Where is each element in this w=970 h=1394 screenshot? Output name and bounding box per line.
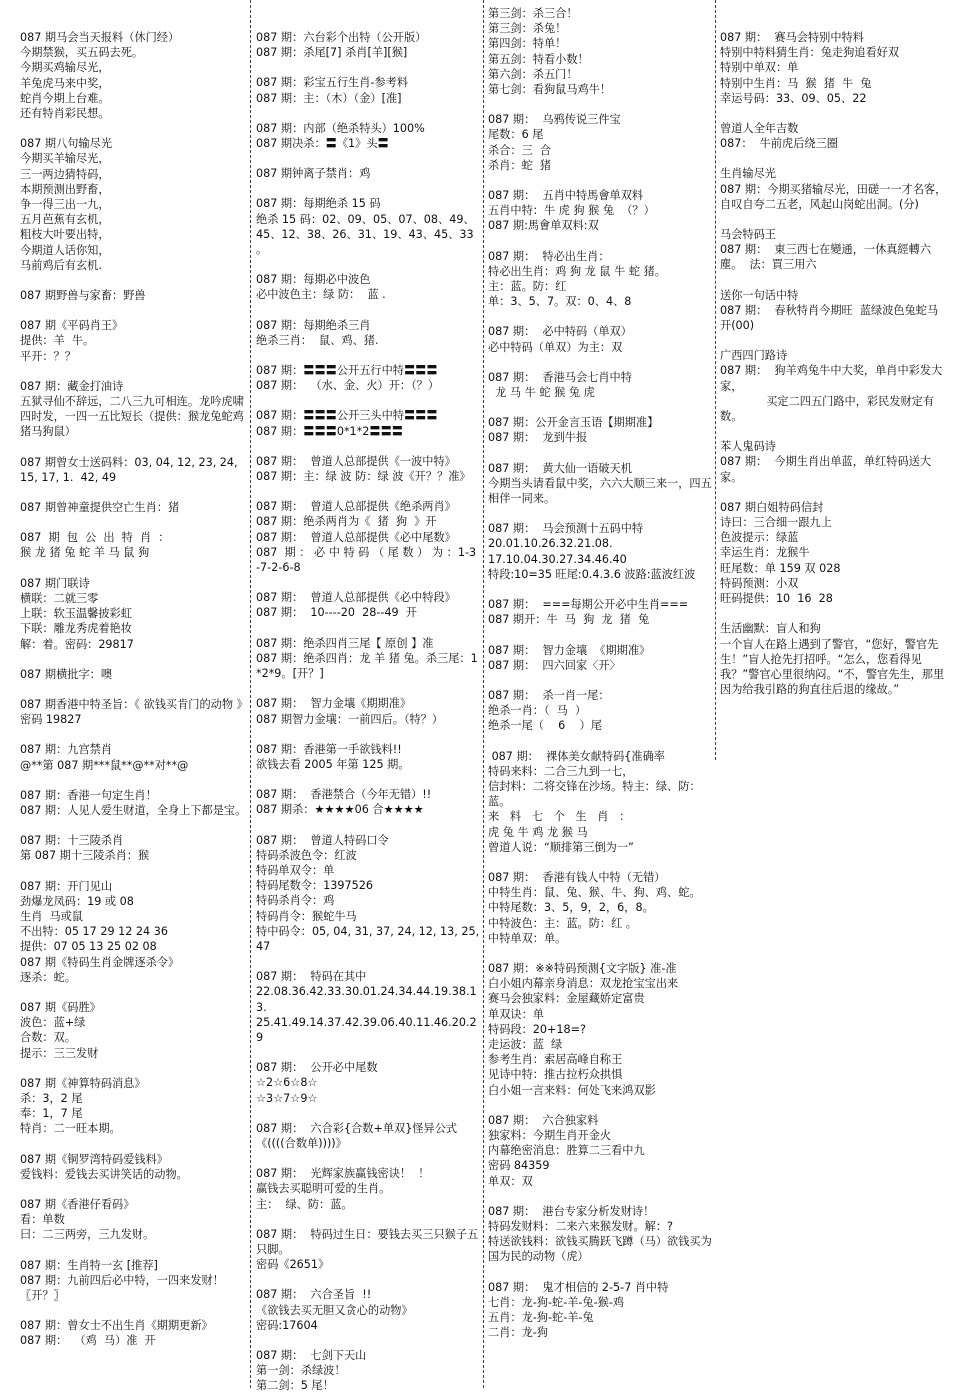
text-line: 087 期：开门见山: [20, 879, 113, 893]
text-line: 22.08.36.42.33.30.01.24.34.44.19.38.13.: [256, 985, 477, 1014]
text-line: 第一剑：杀绿波！: [256, 1364, 346, 1378]
text-line: 生活幽默：盲人和狗: [720, 622, 821, 636]
text-line: 特别中生肖：马 猴 猪 牛 兔: [720, 76, 872, 90]
text-block: [488, 324, 714, 354]
text-line: 特别中特料猜生肖：兔走狗追看好双: [720, 46, 900, 60]
text-block: [256, 590, 480, 620]
text-line: 第四剑：特单！: [488, 37, 567, 51]
text-line: 信封料：二将交锋在沙场。特主：绿、防：蓝。: [488, 779, 701, 809]
column-4: [720, 30, 952, 770]
text-line: 第二剑：5 尾！: [256, 1379, 334, 1393]
text-line: 中特单双：单。: [488, 931, 567, 945]
text-block: [256, 1166, 480, 1212]
text-line: 平开：？？: [20, 349, 76, 363]
text-line: 087 期： 鬼才相信的 2-5-7 肖中特: [488, 1280, 669, 1294]
text-block: [720, 166, 952, 212]
text-block: [720, 348, 952, 424]
text-line: 特肖：二一旺本期。: [20, 1122, 121, 1136]
text-block: [20, 288, 248, 303]
text-block: [20, 1076, 248, 1137]
text-line: 087 期： 五肖中特馬會单双料: [488, 189, 644, 203]
text-block: [20, 742, 248, 772]
text-line: 二肖：龙-狗: [488, 1326, 548, 1340]
text-block: [488, 370, 714, 400]
text-line: 087 期：杀尾[7] 杀肖[羊][猴]: [256, 46, 408, 60]
text-line: 主：蓝。防：红: [488, 280, 567, 294]
text-line: 087 期： 六合彩{合数+单双}怪异公式: [256, 1121, 458, 1135]
text-block: [20, 379, 248, 440]
text-block: [488, 188, 714, 234]
text-line: 087 期野兽与家畜：野兽: [20, 289, 146, 303]
text-line: 色波提示：绿蓝: [720, 531, 799, 545]
text-block: [20, 1152, 248, 1182]
text-line: 087 期：九前四后必中特，一四来发财！〖开？〗: [20, 1273, 224, 1302]
text-block: [256, 30, 480, 60]
text-line: 087 期：今期买猪输尽光，田磋一一才名客，自叹自夸二五老，风起山岗蛇出洞。(分): [720, 182, 947, 211]
text-block: [256, 696, 480, 726]
text-line: 087 期： 港台专家分析发财诗！: [488, 1204, 655, 1218]
text-line: 087 期： 七剑下天山: [256, 1349, 367, 1362]
text-line: 087 期： 智力金壤《期期准》: [256, 697, 412, 711]
text-block: [256, 742, 480, 772]
text-line: 087 期： 公开必中尾数: [256, 1061, 378, 1075]
text-line: 五月芭蕉有玄机，: [20, 213, 110, 227]
text-line: 087 期： 狗羊鸡兔牛中大奖，单肖中彩发大家，: [720, 364, 943, 393]
text-block: [488, 1280, 714, 1341]
text-line: 087 期：主：绿 波 防：绿 波《开？？准》: [256, 470, 471, 484]
text-line: 特送欲钱料：欲钱买腾跃飞蹲（马）欲钱买为国为民的动物（虎）: [488, 1235, 712, 1264]
text-block: [488, 749, 714, 855]
text-line: 087 期：彩宝五行生肖-参考料: [256, 76, 409, 90]
text-line: 中特生肖：鼠、兔、猴、牛、狗、鸡、蛇。: [488, 886, 701, 900]
text-line: 下联：雕龙秀虎着艳妆: [20, 622, 132, 636]
text-line: 绝杀一尾（ 6 ）尾: [488, 719, 602, 733]
text-line: 特码来料：二合三九到一七，: [488, 764, 634, 778]
text-line: 087 期： 曾道人总部提供《必中尾数》: [256, 530, 456, 544]
text-block: [20, 833, 248, 863]
text-line: 羊兔虎马来中奖，: [20, 76, 110, 90]
text-line: 今期道人话你知，: [20, 243, 110, 257]
text-block: [488, 6, 714, 97]
text-line: 第七剑：看狗鼠马鸡牛！: [488, 83, 612, 97]
text-line: 马前鸡后有玄机.: [20, 258, 102, 272]
text-line: 087 期《香港仔看码》: [20, 1197, 135, 1211]
text-line: 五肖：龙-狗-蛇-羊-兔: [488, 1311, 594, 1325]
text-line: 幸运生肖：龙猴牛: [720, 546, 810, 560]
column-divider-2: [483, 0, 484, 1388]
text-line: 087 期马会当天报料（休门经）: [20, 31, 180, 44]
text-line: 087 期：内部（绝杀特头）100%: [256, 121, 425, 135]
text-line: 提供：羊 牛。: [20, 334, 95, 348]
text-line: 三一两边猜特码，: [20, 167, 110, 181]
text-block: [256, 1060, 480, 1106]
text-line: 087 期： 光辉家族赢钱密诀！ ！: [256, 1167, 430, 1181]
text-line: 特码预测：小双: [720, 576, 799, 590]
text-line: 欲钱去看 2005 年第 125 期。: [256, 757, 410, 771]
text-block: [256, 196, 480, 257]
text-line: 087 期八句输尽光: [20, 137, 113, 151]
text-line: 087 期：每期绝杀三肖: [256, 318, 371, 332]
text-line: 必中波色主：绿 防： 蓝 .: [256, 288, 386, 302]
text-line: 087 期： 四六回家〈开〉: [488, 658, 621, 672]
text-line: 特段:10=35 旺尾:0.4.3.6 波路:蓝波红波: [488, 567, 696, 581]
text-line: 曾道人全年吉数: [720, 122, 799, 136]
column-3: [488, 6, 714, 1386]
text-block: [256, 833, 483, 955]
text-block: [256, 272, 480, 302]
text-line: 087 期： 曾道人总部提供《绝杀两肖》: [256, 500, 456, 514]
text-line: 不出特：05 17 29 12 24 36: [20, 925, 168, 939]
text-block: [20, 697, 248, 727]
text-line: 087 期：※※特码预测{文字版} 准-准: [488, 961, 677, 975]
text-line: 087 期白姐特码信封: [720, 500, 824, 514]
text-block: [488, 461, 714, 507]
text-line: 25.41.49.14.37.42.39.06.40.11.46.20.29: [256, 1015, 477, 1044]
text-line: 买定二四五门路中，彩民发财定有数。: [720, 394, 935, 424]
text-line: 白小姐内幕亲身消息：双龙抢宝宝出来: [488, 977, 679, 991]
text-block: [488, 1113, 714, 1189]
text-line: 单双：双: [488, 1174, 533, 1188]
text-line: 苯人鬼码诗: [720, 440, 776, 454]
text-line: 087 期： （水、金、火）开：（？）: [256, 379, 440, 393]
text-line: 087 期：公开金言玉语【期期准】: [488, 416, 659, 430]
text-line: 087 期曾女士送码料：03, 04, 12, 23, 24, 15, 17, 1. 42, 49: [20, 455, 242, 484]
text-line: 蛇肖今期上台难。: [20, 91, 110, 105]
text-line: 087 期横批字：噢: [20, 667, 113, 681]
text-line: 087 期： 龙到牛报: [488, 431, 588, 445]
text-block: [256, 1287, 480, 1333]
text-line: 广西四门路诗: [720, 349, 788, 363]
text-block: [256, 408, 480, 438]
text-block: [256, 1121, 480, 1151]
text-line: 马会特码王: [720, 228, 776, 242]
text-line: 主： 绿、防：蓝。: [256, 1197, 353, 1211]
text-line: 今期买鸡输尽光，: [20, 61, 110, 75]
text-line: 生肖输尽光: [720, 167, 776, 181]
text-line: 五狱寻仙不辞远，二八三九可相连。龙吟虎啸四时发，一四一五比短长（提供：猴龙兔蛇鸡猪马狗鼠）: [20, 395, 244, 439]
text-block: [720, 439, 952, 485]
text-line: 087： 牛前虎后绕三圈: [720, 137, 838, 151]
text-line: 087 期：十三陵杀肖: [20, 834, 124, 848]
text-line: 提示：三三发财: [20, 1046, 99, 1060]
text-line: 087 期： 10----20 28--49 开: [256, 606, 417, 620]
text-line: 爱钱料：爱钱去买讲笑话的动物。: [20, 1167, 188, 1181]
text-line: 087 期： 赛马会特别中特料: [720, 31, 864, 44]
text-line: 送你一句话中特: [720, 288, 799, 302]
text-line: 上联：软玉温馨披彩虹: [20, 607, 132, 621]
text-line: 特码杀波色令：红波: [256, 848, 357, 862]
text-line: 087 期《神算特码消息》: [20, 1076, 146, 1090]
text-line: 087 期：〓〓〓0*1*2〓〓〓: [256, 424, 403, 438]
text-line: 087 期 ： 必 中 特 码 （ 尾 数 ） 为 ：1-3-7-2-6-8: [256, 545, 477, 575]
text-block: [256, 121, 480, 151]
text-line: 中特波色：主：蓝。防：红 。: [488, 916, 637, 930]
text-line: 曰：二三两旁，三九发财。: [20, 1228, 155, 1242]
text-line: 20.01.10.26.32.21.08.: [488, 537, 613, 551]
text-line: 粗枝大叶要出特，: [20, 228, 110, 242]
text-block: [256, 318, 480, 348]
text-block: [256, 787, 480, 817]
text-block: [720, 500, 952, 606]
text-block: [488, 521, 714, 582]
text-line: 087 期《平码肖王》: [20, 319, 124, 333]
text-block: [256, 636, 480, 682]
text-line: 087 期： 曾道人特码口令: [256, 833, 389, 847]
text-line: 参考生肖：索居高峰自称王: [488, 1053, 623, 1067]
text-line: 本期预测出野畜，: [20, 182, 110, 196]
text-line: 第三剑：杀兔！: [488, 22, 567, 36]
text-block: [20, 1197, 248, 1243]
text-block: [720, 288, 952, 334]
text-line: 087 期： 春秋特肖今期旺 蓝绿波色兔蛇马 开(00): [720, 303, 953, 333]
text-block: [20, 788, 248, 818]
text-line: 猴 龙 猪 兔 蛇 羊 马 鼠 狗: [20, 546, 150, 560]
text-line: 087 期:馬會单双料:双: [488, 219, 599, 233]
text-line: 必中特码（单双）为主：双: [488, 340, 623, 354]
text-line: 087 期《码胜》: [20, 1000, 101, 1014]
text-line: 走运波：蓝 绿: [488, 1037, 563, 1051]
text-line: 幸运号码：33、09、05、22: [720, 91, 867, 105]
text-line: 特别中单双：单: [720, 61, 799, 75]
column-1: [20, 30, 248, 1382]
text-line: 横联：二就三零: [20, 591, 99, 605]
text-block: [20, 30, 248, 121]
text-line: 087 期： 香港有钱人中特（无错）: [488, 870, 666, 884]
text-line: 杀肖：蛇 猪: [488, 158, 552, 172]
text-line: 诗曰：三合细一跟九上: [720, 516, 832, 530]
text-line: 087 期： 東三西七在變通，一休真經轉六塵。 法：買三用六: [720, 243, 932, 272]
text-block: [488, 961, 714, 1098]
text-block: [20, 667, 248, 682]
text-line: 087 期： 香港马会七肖中特: [488, 370, 632, 384]
text-line: 087 期： 特必出生肖：: [488, 249, 610, 263]
text-line: 今期禁猴，买五码去死。: [20, 46, 144, 60]
text-line: 虎 兔 牛 鸡 龙 猴 马: [488, 825, 588, 839]
text-block: [20, 1318, 248, 1348]
text-line: 劲爆龙凤码：19 或 08: [20, 894, 134, 908]
text-line: 087 期： 六合独家料: [488, 1113, 599, 1127]
text-block: [20, 1258, 248, 1304]
text-block: [488, 688, 714, 734]
text-line: 087 期《铜罗湾特码爱钱料》: [20, 1152, 168, 1166]
text-block: [488, 112, 714, 173]
text-line: 来 料 七 个 生 肖 ：: [488, 810, 631, 824]
text-line: 特码发财料：二来六来猴发财。解：?: [488, 1220, 673, 1233]
text-line: 087 期： （鸡 马）准 开: [20, 1334, 156, 1348]
text-line: 绝杀三肖： 鼠、鸡、猪.: [256, 333, 379, 347]
text-line: ☆3☆7☆9☆: [256, 1091, 318, 1105]
text-line: 087 期：九宫禁肖: [20, 743, 113, 757]
text-line: 解：着。密码：29817: [20, 637, 134, 651]
text-line: 第五剑：特看小数！: [488, 52, 589, 66]
text-line: 赛马会独家料：金屋藏娇定富贵: [488, 992, 645, 1006]
text-line: 087 期：香港一句定生肖！: [20, 788, 157, 802]
text-block: [256, 1348, 480, 1394]
column-divider-1: [250, 0, 251, 1388]
text-line: 087 期： 曾道人总部提供《必中特段》: [256, 591, 456, 605]
text-line: 密码 84359: [488, 1159, 550, 1173]
text-line: 087 期开：牛 马 狗 龙 猪 兔: [488, 613, 650, 627]
text-block: [720, 621, 952, 697]
text-block: [256, 363, 480, 393]
text-line: 特码尾数令：1397526: [256, 879, 373, 893]
text-line: 特码肖令：猴蛇牛马: [256, 909, 357, 923]
text-line: 《欲钱去买无胆又贪心的动物》: [256, 1303, 413, 1317]
text-line: 087 期： 乌鸦传说三件宝: [488, 113, 621, 127]
text-block: [488, 870, 714, 946]
text-block: [720, 227, 952, 273]
text-line: 五肖中特：牛 虎 狗 猴 兔 （？）: [488, 204, 655, 218]
text-line: 087 期智力金壤：一前四后。（特？）: [256, 712, 444, 726]
text-line: 087 期： 裸体美女献特码{准确率: [488, 749, 665, 763]
text-line: 087 期杀：★★★★06 合★★★★: [256, 803, 424, 817]
text-line: 争一得三出一九，: [20, 198, 110, 212]
text-line: 《((((合数单))))》: [256, 1136, 347, 1150]
text-line: 白小姐一言来料：何处飞来鸿双影: [488, 1083, 656, 1097]
text-line: 087 期：每期必中波色: [256, 273, 371, 287]
text-line: 提供：07 05 13 25 02 08: [20, 940, 157, 954]
text-line: 087 期： 马会预测十五码中特: [488, 522, 644, 536]
text-line: 曾道人说：“顺排第三倒为一”: [488, 840, 634, 854]
column-divider-3: [715, 0, 716, 760]
text-line: 杀合：三 合: [488, 143, 552, 157]
text-line: 087 期： 香港禁合（今年无错）!!: [256, 788, 432, 802]
text-block: [256, 454, 480, 484]
text-line: 087 期门联诗: [20, 576, 90, 590]
text-block: [256, 969, 480, 1045]
text-block: [256, 1227, 480, 1273]
text-line: 中特尾数：3、5，9，2，6，8。: [488, 901, 654, 915]
text-line: 特码杀肖令：鸡: [256, 894, 335, 908]
text-block: [20, 500, 248, 515]
text-block: [20, 879, 248, 985]
text-block: [488, 597, 714, 627]
text-line: 逐杀：蛇。: [20, 970, 76, 984]
text-line: 第 087 期十三陵杀肖：猴: [20, 849, 150, 863]
text-block: [20, 318, 248, 364]
text-line: 087 期：〓〓〓公开三头中特〓〓〓: [256, 409, 438, 423]
text-line: 087 期：绝杀四肖三尾【 原创 】准: [256, 636, 434, 650]
text-line: 绝杀一肖：（ 马 ）: [488, 704, 587, 718]
text-block: [256, 75, 480, 105]
text-line: 特必出生肖：鸡 狗 龙 鼠 牛 蛇 猪。: [488, 264, 666, 278]
text-block: [20, 576, 248, 652]
text-line: 087 期： 特码在其中: [256, 970, 367, 984]
text-line: 今期当头请看鼠中奖，六六大顺三来一，四五相伴一同来。: [488, 476, 712, 506]
text-block: [256, 499, 480, 575]
text-line: 087 期：绝杀两肖为《 猪 狗 》开: [256, 515, 437, 529]
text-line: 087 期《特码生肖金牌逐杀令》: [20, 955, 180, 969]
text-line: 087 期决杀：〓《1》头〓: [256, 137, 389, 151]
text-line: 第三剑：杀三合！: [488, 7, 578, 20]
text-line: 七肖：龙-狗-蛇-羊-兔-猴-鸡: [488, 1295, 625, 1309]
text-line: 087 期： 杀一肖一尾：: [488, 688, 610, 702]
text-line: 087 期曾神童提供空亡生肖：猪: [20, 501, 180, 515]
text-line: 单：3、5、7。双：0、4、8: [488, 295, 632, 309]
text-line: 087 期 包 公 出 特 肖 ：: [20, 531, 170, 545]
text-line: 087 期： 今期生肖出单蓝，单红特码送大家。: [720, 455, 932, 484]
text-line: 087 期： 智力金壤 《期期准》: [488, 643, 651, 657]
text-block: [720, 121, 952, 151]
text-line: ☆2☆6☆8☆: [256, 1076, 318, 1090]
text-block: [488, 1204, 714, 1265]
text-line: 密码:17604: [256, 1318, 318, 1332]
text-block: [488, 415, 714, 445]
text-line: 第六剑：杀五门！: [488, 67, 578, 81]
text-line: 087 期钟离子禁肖：鸡: [256, 167, 371, 181]
text-line: 087 期：主：（木）（金）[准]: [256, 91, 402, 105]
text-line: 赢钱去买聪明可爱的生肖。: [256, 1182, 391, 1196]
text-block: [20, 455, 248, 485]
text-line: 087 期：藏金打油诗: [20, 379, 124, 393]
text-line: 密码《2651》: [256, 1258, 330, 1272]
text-line: 龙 马 牛 蛇 猴 兔 虎: [488, 386, 595, 400]
text-line: 独家料：今期生肖开金火: [488, 1128, 612, 1142]
text-block: [20, 136, 248, 273]
text-line: 087 期：人见人爱生财道，全身上下都是宝。: [20, 803, 247, 817]
text-line: 波色：蓝+绿: [20, 1016, 86, 1030]
text-block: [20, 530, 248, 560]
text-line: 17.10.04.30.27.34.46.40: [488, 552, 627, 566]
text-line: 还有特肖彩民想。: [20, 107, 110, 121]
text-line: 今期买羊输尽光，: [20, 152, 110, 166]
text-line: 单双诀：单: [488, 1007, 544, 1021]
text-line: 看：单数: [20, 1213, 65, 1227]
text-block: [488, 643, 714, 673]
text-line: 087 期：每期绝杀 15 码: [256, 197, 381, 211]
text-line: 生肖 马或鼠: [20, 909, 84, 923]
text-line: 087 期：六台彩个出特（公开版）: [256, 31, 427, 44]
text-block: [20, 1000, 248, 1061]
text-line: 合数：双。: [20, 1031, 76, 1045]
text-line: 绝杀 15 码：02、09、05、07、08、49、45、12、38、26、31、19、43、45、33 。: [256, 212, 478, 257]
text-line: 087 期：曾女士不出生肖《期期更新》: [20, 1319, 213, 1333]
text-line: 087 期香港中特圣旨：《 欲钱买肯门的动物 》密码 19827: [20, 697, 248, 727]
text-line: 087 期： 必中特码（单双）: [488, 325, 632, 339]
text-line: 杀：3，2 尾: [20, 1091, 83, 1105]
text-line: @**第 087 期***鼠**@**对**@: [20, 758, 189, 772]
column-2: [256, 30, 483, 1393]
text-line: 087 期： 曾道人总部提供《一波中特》: [256, 454, 456, 468]
text-line: 尾数：6 尾: [488, 128, 544, 142]
text-line: 见诗中特：推古拉朽众拱惧: [488, 1068, 623, 1082]
text-line: 087 期：生肖特一玄 [推荐]: [20, 1258, 158, 1272]
text-line: 旺尾数：单 159 双 028: [720, 561, 841, 575]
text-line: 特码单双令：单: [256, 863, 335, 877]
text-line: 087 期：〓〓〓公开五行中特〓〓〓: [256, 364, 438, 378]
text-line: 特中码令：05, 04, 31, 37, 24, 12, 13, 25, 47: [256, 924, 483, 953]
text-line: 087 期： 黄大仙一语破天机: [488, 461, 632, 475]
text-line: 奉：1，7 尾: [20, 1107, 83, 1121]
text-line: 087 期： 特码过生日：要钱去买三只猴子五只脚。: [256, 1227, 479, 1256]
text-line: 特码段：20+18=?: [488, 1022, 586, 1036]
text-line: 内幕绝密消息：胜算二三看中九: [488, 1144, 645, 1158]
text-line: 旺码提供：10 16 28: [720, 592, 833, 606]
text-line: 087 期： ===每期公开必中生肖===: [488, 598, 689, 612]
text-line: 087 期： 六合圣旨 !!: [256, 1288, 372, 1302]
text-line: 一个盲人在路上遇到了警官，“您好，警官先生！”盲人抢先打招呼。“怎么，您看得见我？”警官心里很纳闷。“不，警官先生，那里因为给我引路的狗直往后退的缘故。”: [720, 637, 945, 697]
text-line: 087 期：香港第一手欲钱料!!: [256, 742, 402, 756]
text-block: [488, 249, 714, 310]
text-block: [256, 166, 480, 181]
text-line: 087 期：绝杀四肖：龙 羊 猪 兔。杀三尾：1*2*9。[开？]: [256, 651, 478, 681]
text-block: [720, 30, 952, 106]
